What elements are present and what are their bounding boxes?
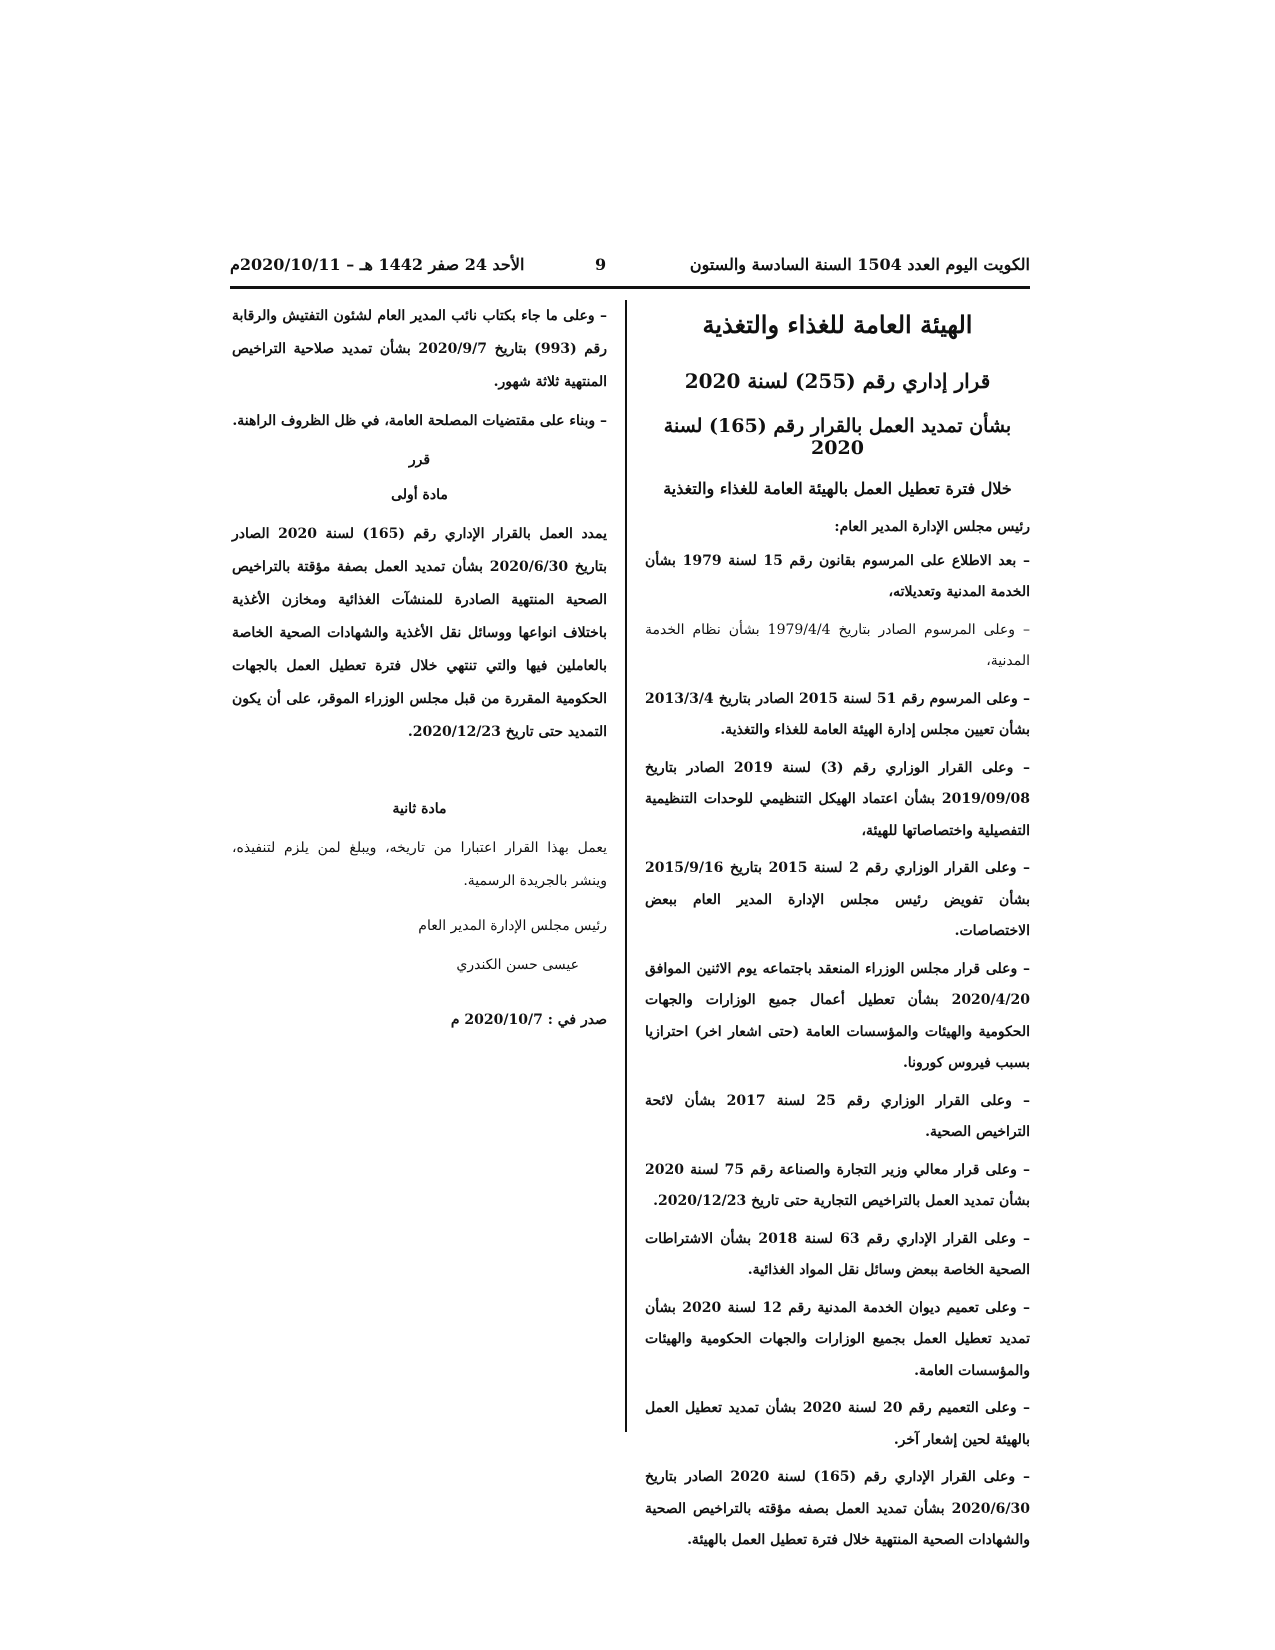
authority-title: الهيئة العامة للغذاء والتغذية <box>702 310 973 339</box>
preamble-paragraph: – بعد الاطلاع على المرسوم بقانون رقم 15 لسنة 1979 بشأن الخدمة المدنية وتعديلاته، <box>645 552 1030 600</box>
decision-subject: بشأن تمديد العمل بالقرار رقم (165) لسنة 2020 <box>663 415 1012 459</box>
left-column <box>232 300 607 1043</box>
article-2-text: يعمل بهذا القرار اعتبارا من تاريخه، ويبلغ لمن يلزم لتنفيذه، وينشر بالجريدة الرسمية. <box>232 840 607 889</box>
article-1-text: يمدد العمل بالقرار الإداري رقم (165) لسنة 2020 الصادر بتاريخ 2020/6/30 بشأن تمديد العمل بصفة مؤقتة بالتراخيص الصحية المنتهية الصادرة للمنشآت الغذائية ومخازن الأغذية باختلاف انواعها ووسائل نقل الأغذية والشهادات الصحية الخاصة بالعاملين فيها والتي تنتهي خلال فترة تعطيل العمل بالجهات الحكومية المقررة من قبل مجلس الوزراء الموقر، على أن يكون التمديد حتى تاريخ 2020/12/23. <box>232 526 608 740</box>
article-1-title: مادة أولى <box>391 487 448 503</box>
issue-date-line: صدر في : 2020/10/7 م <box>450 1012 607 1028</box>
preamble-paragraph: – وعلى القرار الوزاري رقم 2 لسنة 2015 بتاريخ 2015/9/16 بشأن تفويض رئيس مجلس الإدارة المدير العام ببعض الاختصاصات. <box>645 860 1031 939</box>
right-column <box>645 300 1030 1563</box>
article-2-title: مادة ثانية <box>392 801 447 817</box>
header-divider <box>230 286 1030 289</box>
decided-heading: قرر <box>408 452 431 468</box>
preamble-paragraph: – وعلى قرار مجلس الوزراء المنعقد باجتماعه يوم الاثنين الموافق 2020/4/20 بشأن تعطيل أعمال جميع الوزارات والجهات الحكومية والهيئات والمؤسسات العامة (حتى اشعار اخر) احترازيا بسبب فيروس كورونا. <box>645 960 1030 1071</box>
gazette-issue-info: الكويت اليوم العدد 1504 السنة السادسة والستون <box>689 255 1030 274</box>
preamble-paragraph: – وعلى قرار معالي وزير التجارة والصناعة رقم 75 لسنة 2020 بشأن تمديد العمل بالتراخيص التجارية حتى تاريخ 2020/12/23. <box>645 1161 1031 1209</box>
issue-date: الأحد 24 صفر 1442 هـ – 2020/10/11م <box>230 255 525 274</box>
preamble-paragraph: – وعلى القرار الإداري رقم (165) لسنة 2020 الصادر بتاريخ 2020/6/30 بشأن تمديد العمل بصفه مؤقته بالتراخيص الصحية والشهادات الصحية المنتهية خلال فترة تعطيل العمل بالهيئة. <box>645 1469 1031 1548</box>
preamble-paragraph: – وعلى المرسوم رقم 51 لسنة 2015 الصادر بتاريخ 2013/3/4 بشأن تعيين مجلس إدارة الهيئة العامة للغذاء والتغذية. <box>645 690 1030 738</box>
preamble-paragraph: – وبناء على مقتضيات المصلحة العامة، في ظل الظروف الراهنة. <box>232 413 607 429</box>
issuer-line: رئيس مجلس الإدارة المدير العام: <box>834 519 1030 535</box>
preamble-paragraph: – وعلى ما جاء بكتاب نائب المدير العام لشئون التفتيش والرقابة رقم (993) بتاريخ 2020/9/7 بشأن تمديد صلاحية التراخيص المنتهية ثلاثة شهور. <box>232 308 607 390</box>
signatory-title: رئيس مجلس الإدارة المدير العام <box>418 918 607 934</box>
decision-number: قرار إداري رقم (255) لسنة 2020 <box>684 369 991 393</box>
page-header <box>230 255 1030 283</box>
preamble-paragraph: – وعلى القرار الوزاري رقم 25 لسنة 2017 بشأن لائحة التراخيص الصحية. <box>645 1092 1030 1140</box>
column-divider <box>625 300 627 1432</box>
decision-subject-line-2: خلال فترة تعطيل العمل بالهيئة العامة للغذاء والتغذية <box>663 479 1012 498</box>
preamble-paragraph: – وعلى القرار الإداري رقم 63 لسنة 2018 بشأن الاشتراطات الصحية الخاصة ببعض وسائل نقل المواد الغذائية. <box>645 1230 1031 1278</box>
preamble-paragraph: – وعلى المرسوم الصادر بتاريخ 1979/4/4 بشأن نظام الخدمة المدنية، <box>645 621 1030 669</box>
preamble-paragraph: – وعلى التعميم رقم 20 لسنة 2020 بشأن تمديد تعطيل العمل بالهيئة لحين إشعار آخر. <box>645 1400 1030 1448</box>
page-number: 9 <box>595 255 607 274</box>
preamble-paragraph: – وعلى تعميم ديوان الخدمة المدنية رقم 12 لسنة 2020 بشأن تمديد تعطيل العمل بجميع الوزارات والجهات الحكومية والهيئات والمؤسسات العامة. <box>645 1299 1031 1379</box>
preamble-paragraph: – وعلى القرار الوزاري رقم (3) لسنة 2019 الصادر بتاريخ 2019/09/08 بشأن اعتماد الهيكل التنظيمي للوحدات التنظيمية التفصيلية واختصاصاتها للهيئة، <box>645 759 1030 839</box>
signatory-name: عيسى حسن الكندري <box>456 957 579 973</box>
